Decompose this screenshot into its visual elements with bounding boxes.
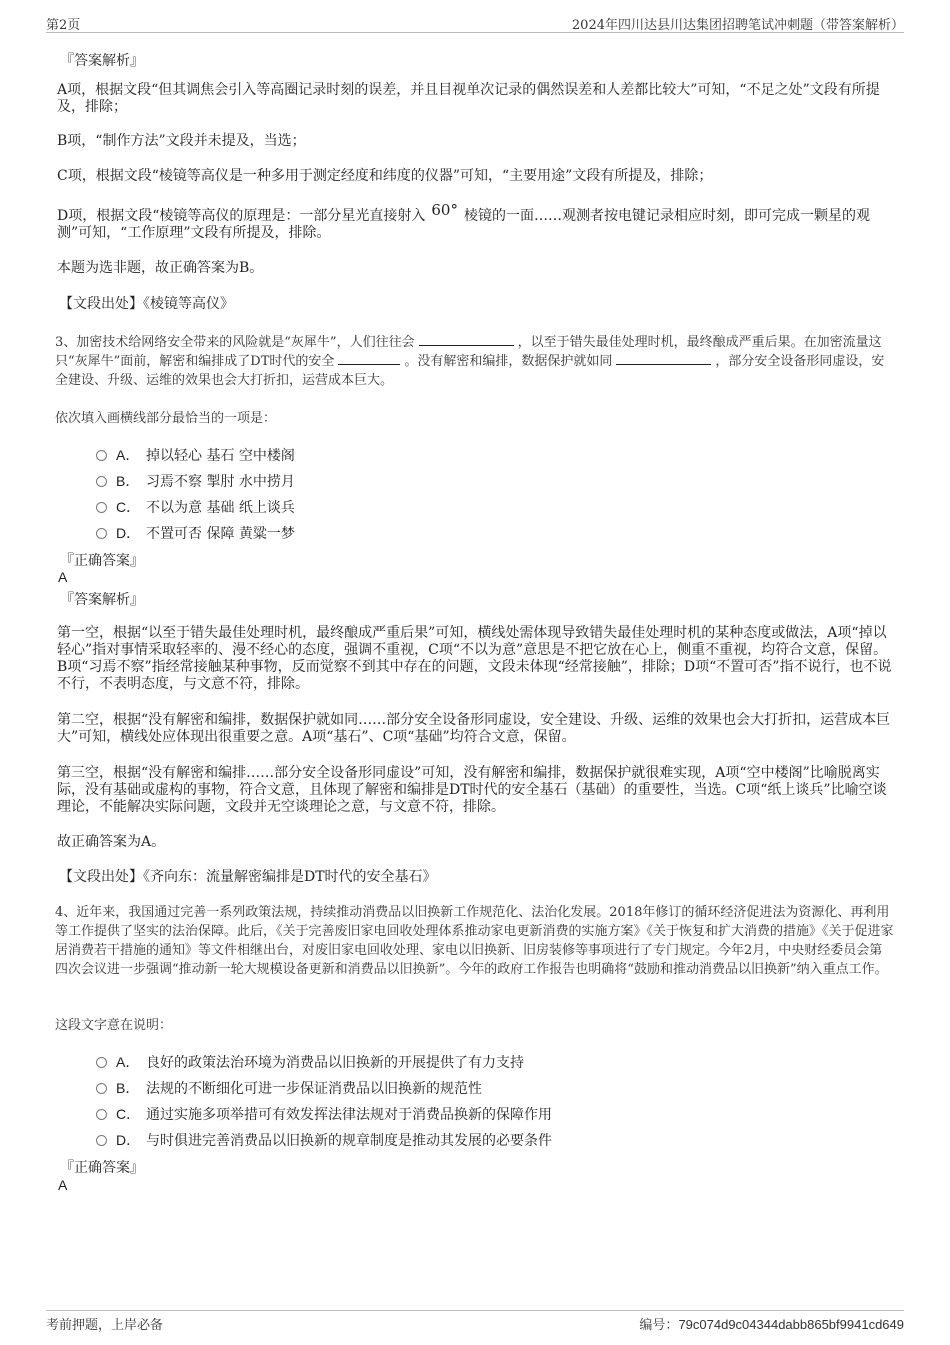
option-letter: B． — [116, 473, 140, 489]
q2-conclusion: 本题为选非题，故正确答案为B。 — [57, 260, 264, 276]
option-text: 习焉不察 掣肘 水中捞月 — [146, 474, 295, 490]
option-letter: A． — [116, 447, 140, 463]
q2-analysis-d — [57, 201, 892, 242]
q3-option-b[interactable] — [96, 471, 295, 491]
option-text: 法规的不断细化可进一步保证消费品以旧换新的规范性 — [146, 1081, 482, 1097]
q3-stem-part3: 。没有解密和编排，数据保护就如同 — [404, 354, 613, 369]
q2-analysis-c: C项，根据文段“棱镜等高仪是一种多用于测定经度和纬度的仪器”可知，“主要用途”文段有所提及，排除； — [57, 168, 713, 184]
q3-analysis-2: 第二空，根据“没有解密和编排，数据保护就如同……部分安全设备形同虚设，安全建设、升级、运维的效果也会大打折扣，运营成本巨大”可知，横线处应体现出很重要之意。A项“基石”、C项“基础”均符合文意，保留。 — [57, 712, 891, 745]
q4-prompt: 这段文字意在说明： — [55, 1018, 173, 1033]
option-text: 不置可否 保障 黄粱一梦 — [146, 526, 295, 542]
radio-icon[interactable] — [96, 1083, 107, 1094]
q3-analysis-3: 第三空，根据“没有解密和编排……部分安全设备形同虚设”可知，没有解密和编排，数据保护就很难实现，A项“空中楼阁”比喻脱离实际，没有基础或虚构的事物，符合文意，且体现了解密和编排是DT时代的安全基石（基础）的重要性，当选。C项“纸上谈兵”比喻空谈理论，不能解决实际问题，文段并无空谈理论之意，与文意不符，排除。 — [57, 765, 887, 815]
option-text: 与时俱进完善消费品以旧换新的规章制度是推动其发展的必要条件 — [146, 1133, 552, 1149]
q3-conclusion: 故正确答案为A。 — [57, 834, 166, 850]
q3-blank-2 — [338, 352, 400, 365]
q3-analysis-1: 第一空，根据“以至于错失最佳处理时机，最终酿成严重后果”可知，横线处需体现导致错失最佳处理时机的某种态度或做法，A项“掉以轻心”指对事情采取轻率的、漫不经心的态度，强调不重视，C项“不以为意”意思是不把它放在心上，侧重不重视，均符合文意，保留。B项“习焉不察”指经常接触某种事物，反而觉察不到其中存在的问题，文段未体现“经常接触”，排除；D项“不置可否”指不说行，也不说不行，不表明态度，与文意不符，排除。 — [57, 625, 892, 692]
footer-slogan: 考前押题，上岸必备 — [46, 1318, 164, 1333]
radio-icon[interactable] — [96, 1109, 107, 1120]
q4-option-b[interactable] — [96, 1078, 482, 1098]
q4-option-d[interactable] — [96, 1130, 552, 1150]
q3-blank-3 — [616, 352, 711, 365]
q2-analysis-d-post: 棱镜的一面……观测者按电键记录相应时刻，即可完成一颗星的观测”可知，“工作原理”文段有所提及，排除。 — [57, 208, 870, 241]
radio-icon[interactable] — [96, 502, 107, 513]
q3-correct-answer: A — [58, 569, 68, 585]
page-footer — [46, 1310, 904, 1333]
option-letter: D． — [116, 1132, 141, 1148]
q2-analysis-tag: 『答案解析』 — [60, 53, 144, 69]
q4-correct-tag: 『正确答案』 — [60, 1160, 144, 1176]
radio-icon[interactable] — [96, 528, 107, 539]
option-text: 不以为意 基础 纸上谈兵 — [146, 500, 295, 516]
option-letter: B． — [116, 1080, 140, 1096]
page-header — [46, 12, 904, 33]
q3-source: 【文段出处】《齐向东：流量解密编排是DT时代的安全基石》 — [59, 869, 437, 885]
footer-code-label: 编号： — [639, 1318, 679, 1333]
q2-analysis-d-pre: D项，根据文段“棱镜等高仪的原理是：一部分星光直接射入 — [57, 208, 426, 224]
option-letter: C． — [116, 1106, 141, 1122]
q3-stem-part2: ，以至于错失最佳处理时机，最终酿成严重后果。在加密流量这只“灰犀牛”面前，解密和编排成了DT时代的安全 — [55, 335, 882, 369]
q3-option-a[interactable] — [96, 445, 295, 465]
q4-option-c[interactable] — [96, 1104, 552, 1124]
option-text: 掉以轻心 基石 空中楼阁 — [146, 448, 295, 464]
q3-option-c[interactable] — [96, 497, 295, 517]
document-title: 2024年四川达县川达集团招聘笔试冲刺题（带答案解析） — [571, 18, 904, 33]
option-letter: C． — [116, 499, 141, 515]
q3-blank-1 — [419, 333, 514, 346]
page-number: 第2页 — [46, 18, 81, 33]
radio-icon[interactable] — [96, 1135, 107, 1146]
q4-option-a[interactable] — [96, 1052, 524, 1072]
q2-analysis-b: B项，“制作方法”文段并未提及，当选； — [57, 133, 306, 149]
q3-correct-tag: 『正确答案』 — [60, 553, 144, 569]
option-letter: D． — [116, 525, 141, 541]
radio-icon[interactable] — [96, 1057, 107, 1068]
option-text: 良好的政策法治环境为消费品以旧换新的开展提供了有力支持 — [146, 1055, 524, 1071]
radio-icon[interactable] — [96, 450, 107, 461]
q3-prompt: 依次填入画横线部分最恰当的一项是： — [55, 411, 277, 426]
radio-icon[interactable] — [96, 476, 107, 487]
q3-stem — [55, 333, 895, 390]
q4-correct-answer: A — [58, 1177, 68, 1193]
option-text: 通过实施多项举措可有效发挥法律法规对于消费品换新的保障作用 — [146, 1107, 552, 1123]
q3-analysis-tag: 『答案解析』 — [60, 592, 144, 608]
angle-formula: 60° — [431, 201, 458, 219]
q3-option-d[interactable] — [96, 523, 295, 543]
q2-source: 【文段出处】《棱镜等高仪》 — [59, 296, 234, 312]
footer-code — [639, 1314, 904, 1333]
option-letter: A． — [116, 1054, 140, 1070]
q2-analysis-a: A项，根据文段“但其调焦会引入等高圈记录时刻的误差，并且目视单次记录的偶然误差和人差都比较大”可知，“不足之处”文段有所提及，排除； — [57, 82, 880, 115]
q3-stem-part4: ，部分安全设备形同虚设，安全建设、升级、运维的效果也会大打折扣，运营成本巨大。 — [55, 354, 885, 388]
q3-stem-part1: 3、加密技术给网络安全带来的风险就是“灰犀牛”，人们往往会 — [55, 335, 415, 350]
q4-stem: 4、近年来，我国通过完善一系列政策法规，持续推动消费品以旧换新工作规范化、法治化发展。2018年修订的循环经济促进法为资源化、再利用等工作提供了坚实的法治保障。此后，《关于完善废旧家电回收处理体系推动家电更新消费的实施方案》《关于恢复和扩大消费的措施》《关于促进家居消费若干措施的通知》等文件相继出台，对废旧家电回收处理、家电以旧换新、旧房装修等事项进行了专门规定。今年2月，中央财经委员会第四次会议进一步强调“推动新一轮大规模设备更新和消费品以旧换新”。今年的政府工作报告也明确将“鼓励和推动消费品以旧换新”纳入重点工作。 — [55, 905, 894, 977]
footer-code-value: 79c074d9c04344dabb865bf9941cd649 — [678, 1317, 904, 1332]
